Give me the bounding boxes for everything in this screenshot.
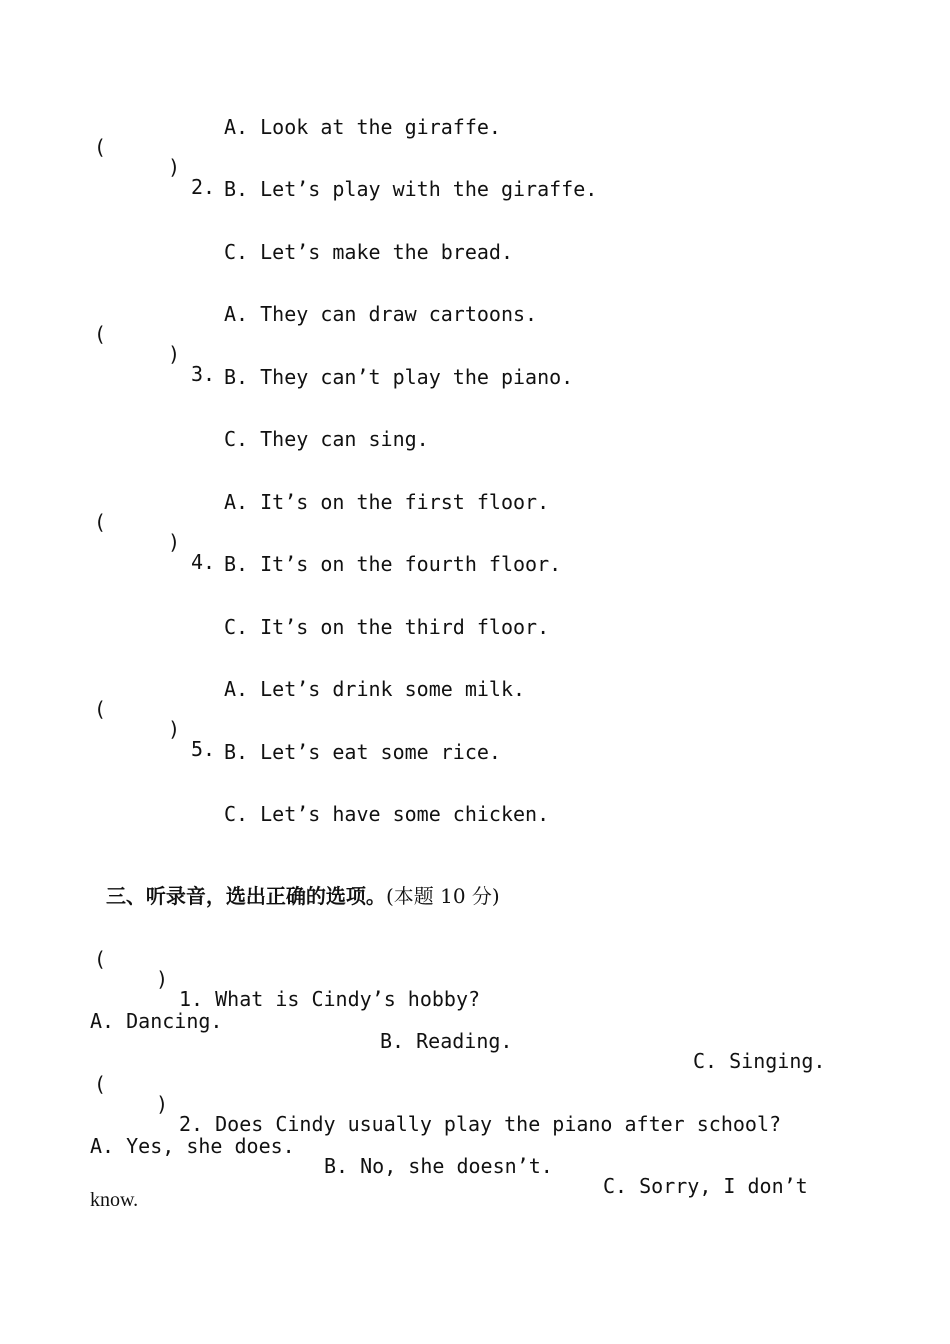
answer-blank-close: ) bbox=[168, 530, 181, 554]
option-a: A. They can draw cartoons. bbox=[224, 302, 538, 326]
option-c: C. It’s on the third floor. bbox=[224, 615, 550, 639]
section-title: 三、听录音，选出正确的选项。 bbox=[105, 884, 386, 908]
answer-blank-close: ) bbox=[168, 342, 181, 366]
answer-blank-close: ) bbox=[168, 717, 181, 741]
answer-blank-open: ( bbox=[94, 510, 107, 534]
choice-a: A. Yes, she does. bbox=[90, 1134, 295, 1158]
answer-blank-close: ) bbox=[168, 155, 181, 179]
question-row bbox=[94, 304, 216, 386]
choice-c: C. Sorry, I don’t bbox=[603, 1174, 808, 1198]
option-a: A. Look at the giraffe. bbox=[224, 115, 501, 139]
answer-blank-open: ( bbox=[94, 322, 107, 346]
question-row bbox=[94, 492, 216, 574]
option-a: A. Let’s drink some milk. bbox=[224, 677, 526, 701]
question-text: 1. What is Cindy’s hobby? bbox=[179, 987, 481, 1011]
question-number: 3. bbox=[191, 362, 216, 386]
answer-blank-close: ) bbox=[156, 967, 169, 991]
choices-row bbox=[0, 987, 950, 1073]
option-c: C. They can sing. bbox=[224, 427, 429, 451]
answer-blank-open: ( bbox=[94, 947, 107, 971]
option-b: B. They can’t play the piano. bbox=[224, 365, 574, 389]
answer-blank-close: ) bbox=[156, 1092, 169, 1116]
question-number: 2. bbox=[191, 175, 216, 199]
question-text: 2. Does Cindy usually play the piano after school? bbox=[179, 1112, 782, 1136]
choice-a: A. Dancing. bbox=[90, 1009, 223, 1033]
option-b: B. It’s on the fourth floor. bbox=[224, 552, 562, 576]
option-b: B. Let’s play with the giraffe. bbox=[224, 177, 598, 201]
question-row bbox=[94, 679, 216, 761]
choice-b: B. No, she doesn’t. bbox=[324, 1154, 553, 1178]
option-c: C. Let’s have some chicken. bbox=[224, 802, 550, 826]
choice-c-continuation: know. bbox=[90, 1189, 139, 1211]
option-a: A. It’s on the first floor. bbox=[224, 490, 550, 514]
answer-blank-open: ( bbox=[94, 697, 107, 721]
section-heading bbox=[92, 866, 500, 906]
section-score-note: (本题 10 分) bbox=[385, 884, 500, 908]
choice-c: C. Singing. bbox=[693, 1049, 826, 1073]
question-number: 5. bbox=[191, 737, 216, 761]
choice-b: B. Reading. bbox=[380, 1029, 513, 1053]
answer-blank-open: ( bbox=[94, 135, 107, 159]
question-number: 4. bbox=[191, 550, 216, 574]
choices-row bbox=[0, 1112, 950, 1198]
question-row bbox=[94, 117, 216, 199]
option-b: B. Let’s eat some rice. bbox=[224, 740, 501, 764]
option-c: C. Let’s make the bread. bbox=[224, 240, 513, 264]
answer-blank-open: ( bbox=[94, 1072, 107, 1096]
